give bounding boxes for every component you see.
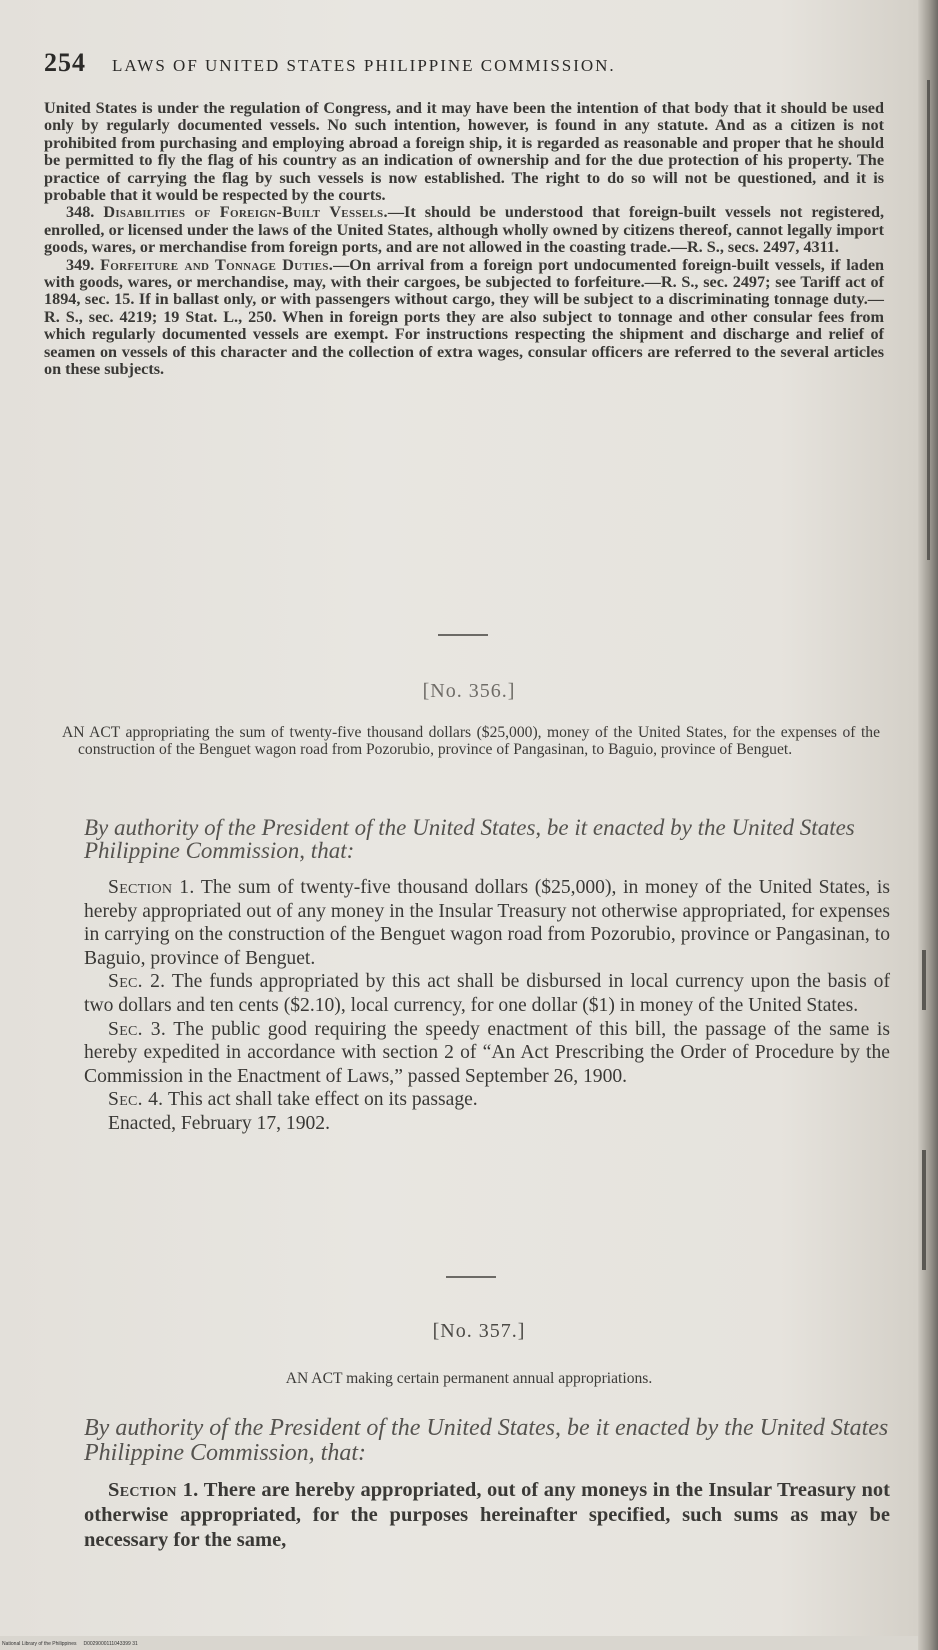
page-edge-line [927,80,930,560]
scan-footer [2,1641,138,1647]
act-357-enacting-block [84,1416,890,1466]
section-3-label: Sec. 3. [108,1018,167,1040]
section-4-text: This act shall take effect on its passage. [167,1089,478,1111]
act-356-section-2 [84,970,890,1017]
act-356-number: [No. 356.] [422,680,516,702]
paragraph-348-heading: Disabilities of Foreign-Built Vessels. [103,203,388,222]
act-356-title: AN ACT appropriating the sum of twenty-five thousand dollars ($25,000), money of the United States, for the expenses of the construction of the Benguet wagon road from Pozorubio, province of Pangasinan, to Baguio, province of Benguet. [62,724,880,758]
page-number: 254 [44,48,86,77]
act-357-number: [No. 357.] [432,1320,526,1342]
running-title: LAWS OF UNITED STATES PHILIPPINE COMMISSION. [112,56,616,75]
act-357-enacting-clause: By authority of the President of the United States, be it enacted by the United States Philippine Commission, that: [84,1415,889,1466]
section-divider [438,634,488,636]
continuation-paragraph: United States is under the regulation of Congress, and it may have been the intention of that body that it should be used only by regularly documented vessels. No such intention, however, is found in any statute. And as a citizen is not prohibited from purchasing and employing abroad a foreign ship, it is regarded as reasonable and proper that he should be permitted to fly the flag of his country as an indication of ownership and for the due protection of his property. The practice of carrying the flag by such vessels is now established. The right to do so will not be questioned, and it is probable that it would be respected by the courts. [44,99,884,205]
page-edge-mark [922,1150,926,1270]
running-header [44,48,884,78]
section-1-text: The sum of twenty-five thousand dollars ($25,000), in money of the United States, is hereby appropriated out of any money in the Insular Treasury not otherwise appropriated, for expenses in carrying on the construction of the Benguet wagon road from Pozorubio, province or Pangasinan, to Baguio, province of Benguet. [84,877,891,969]
section-2-label: Sec. 2. [108,971,166,993]
section-3-text: The public good requiring the speedy enactment of this bill, the passage of the same is hereby expedited in accordance with section 2 of “An Act Prescribing the Order of Procedure by the Commission in the Enactment of Laws,” passed September 26, 1900. [84,1018,890,1087]
paragraph-348-text: —It should be understood that foreign-built vessels not registered, enrolled, or licensed under the laws of the United States, although wholly owned by citizens thereof, cannot legally import goods, wares, or merchandise from foreign ports, and are not allowed in the coasting trade.—R. S., secs. 2497, 4311. [44,203,885,257]
act-356-title-block [62,724,880,758]
act-356-section-3 [84,1018,890,1089]
act-357-section-1 [84,1478,890,1553]
section-divider [446,1276,496,1278]
act-356-enacting-clause: By authority of the President of the United States, be it enacted by the United States Philippine Commission, that: [84,815,855,863]
paragraph-348 [44,204,884,256]
act-356-section-1 [84,876,890,970]
top-section [44,100,884,379]
paragraph-348-number: 348. [66,203,95,222]
act-356-section-4 [84,1088,890,1112]
paragraph-349-text: —On arrival from a foreign port undocumented foreign-built vessels, if laden with goods, wares, or merchandise, may, with their cargoes, be subjected to forfeiture.—R. S., sec. 2497; see Tariff act of 1894, sec. 15. If in ballast only, or with passengers without cargo, they will be subject to a discriminating tonnage duty.—R. S., sec. 4219; 19 Stat. L., 250. When in foreign ports they are also subject to tonnage and other consular fees from which regularly documented vessels are exempt. For instructions respecting the shipment and discharge and relief of seamen on vessels of this character and the collection of extra wages, consular officers are referred to the several articles on these subjects. [44,255,885,379]
footer-id: D0029000111043399 31 [83,1641,138,1647]
paragraph-349-heading: Forfeiture and Tonnage Duties. [100,255,334,274]
act-356-enacted-date: Enacted, February 17, 1902. [108,1112,330,1134]
paragraph-349-number: 349. [66,255,95,274]
section-2-text: The funds appropriated by this act shall be disbursed in local currency upon the basis of two dollars and ten cents ($2.10), local currency, for one dollar ($1) in money of the United States. [84,971,890,1016]
act-357-section-1-text: There are hereby appropriated, out of any moneys in the Insular Treasury not otherwise appropriated, for the purposes hereinafter specified, such sums as may be necessary for the same, [84,1479,890,1551]
act-357-title: AN ACT making certain permanent annual appropriations. [285,1370,653,1387]
act-357-section-1-label: Section 1. [108,1479,199,1501]
act-357-body [84,1478,890,1553]
paragraph-349 [44,257,884,379]
page-edge-mark [922,950,926,1010]
act-357-title-block [0,1370,938,1387]
section-1-label: Section 1. [108,877,195,898]
footer-source: National Library of the Philippines [2,1641,77,1647]
section-4-label: Sec. 4. [108,1089,164,1111]
act-356-body [84,876,890,1136]
act-356-enacting-block [84,816,890,862]
